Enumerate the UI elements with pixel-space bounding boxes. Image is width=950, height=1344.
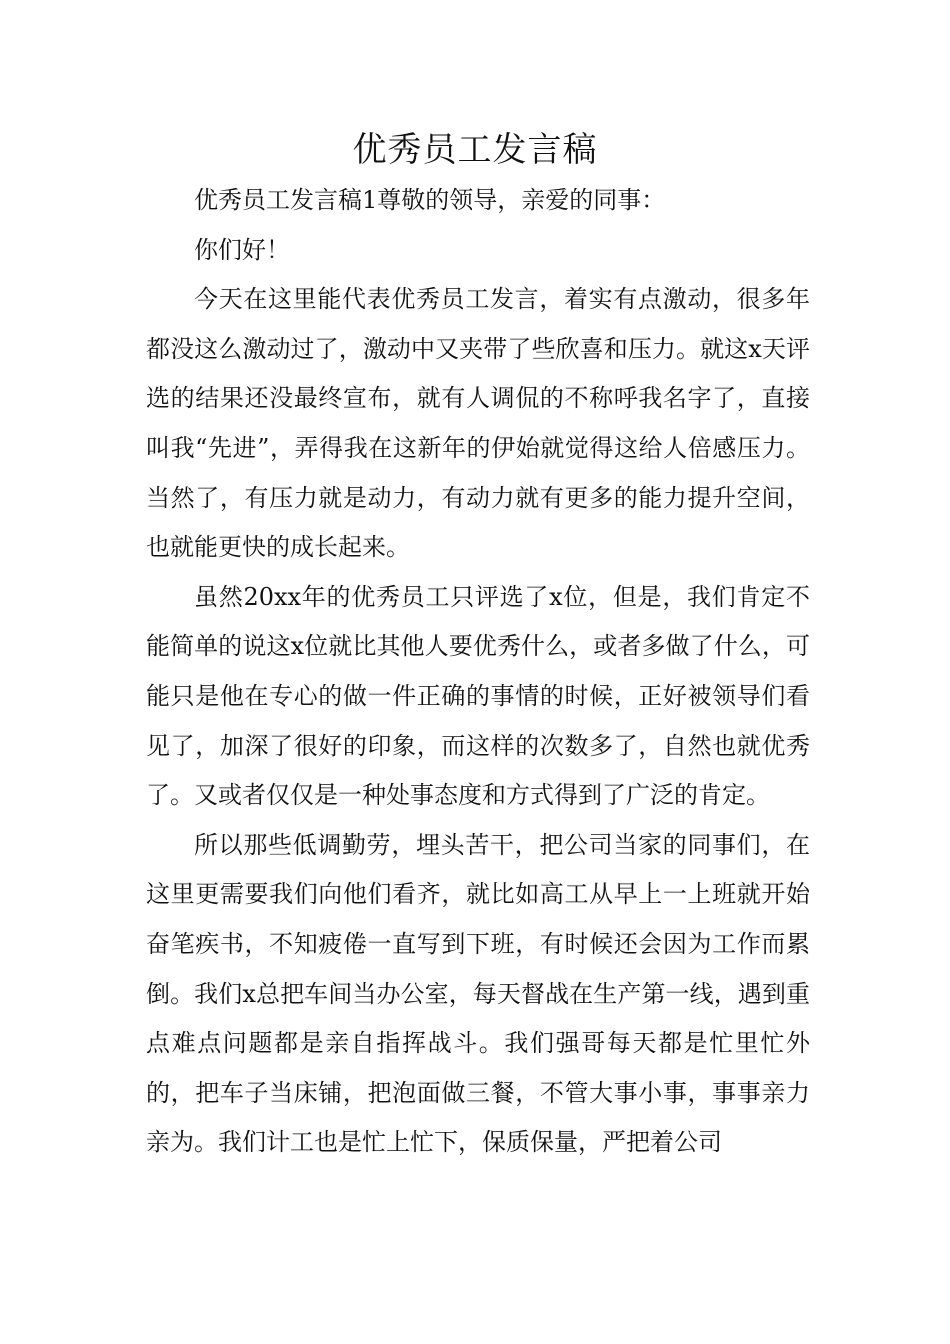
document-title: 优秀员工发言稿: [352, 130, 598, 170]
paragraph-greeting-header: 优秀员工发言稿1尊敬的领导，亲爱的同事：: [194, 186, 666, 214]
document-body: [146, 176, 810, 1168]
paragraph-hello: 你们好！: [194, 235, 290, 264]
paragraph-intro: 今天在这里能代表优秀员工发言，着实有点激动，很多年都没这么激动过了，激动中又夹带了些欣喜和压力。就这x天评选的结果还没最终宣布，就有人调侃的不称呼我名字了，直接叫我“先进”，弄得我在这新年的伊始就觉得这给人倍感压力。当然了，有压力就是动力，有动力就有更多的能力提升空间，也就能更快的成长起来。: [146, 285, 810, 562]
paragraph-colleagues: 所以那些低调勤劳，埋头苦干，把公司当家的同事们，在这里更需要我们向他们看齐，就比如高工从早上一上班就开始奋笔疾书，不知疲倦一直写到下班，有时候还会因为工作而累倒。我们x总把车间当办公室，每天督战在生产第一线，遇到重点难点问题都是亲自指挥战斗。我们强哥每天都是忙里忙外的，把车子当床铺，把泡面做三餐，不管大事小事，事事亲力亲为。我们计工也是忙上忙下，保质保量，严把着公司: [146, 830, 810, 1157]
paragraph-selection: 虽然20xx年的优秀员工只评选了x位，但是，我们肯定不能简单的说这x位就比其他人要优秀什么，或者多做了什么，可能只是他在专心的做一件正确的事情的时候，正好被领导们看见了，加深了很好的印象，而这样的次数多了，自然也就优秀了。又或者仅仅是一种处事态度和方式得到了广泛的肯定。: [146, 582, 810, 810]
